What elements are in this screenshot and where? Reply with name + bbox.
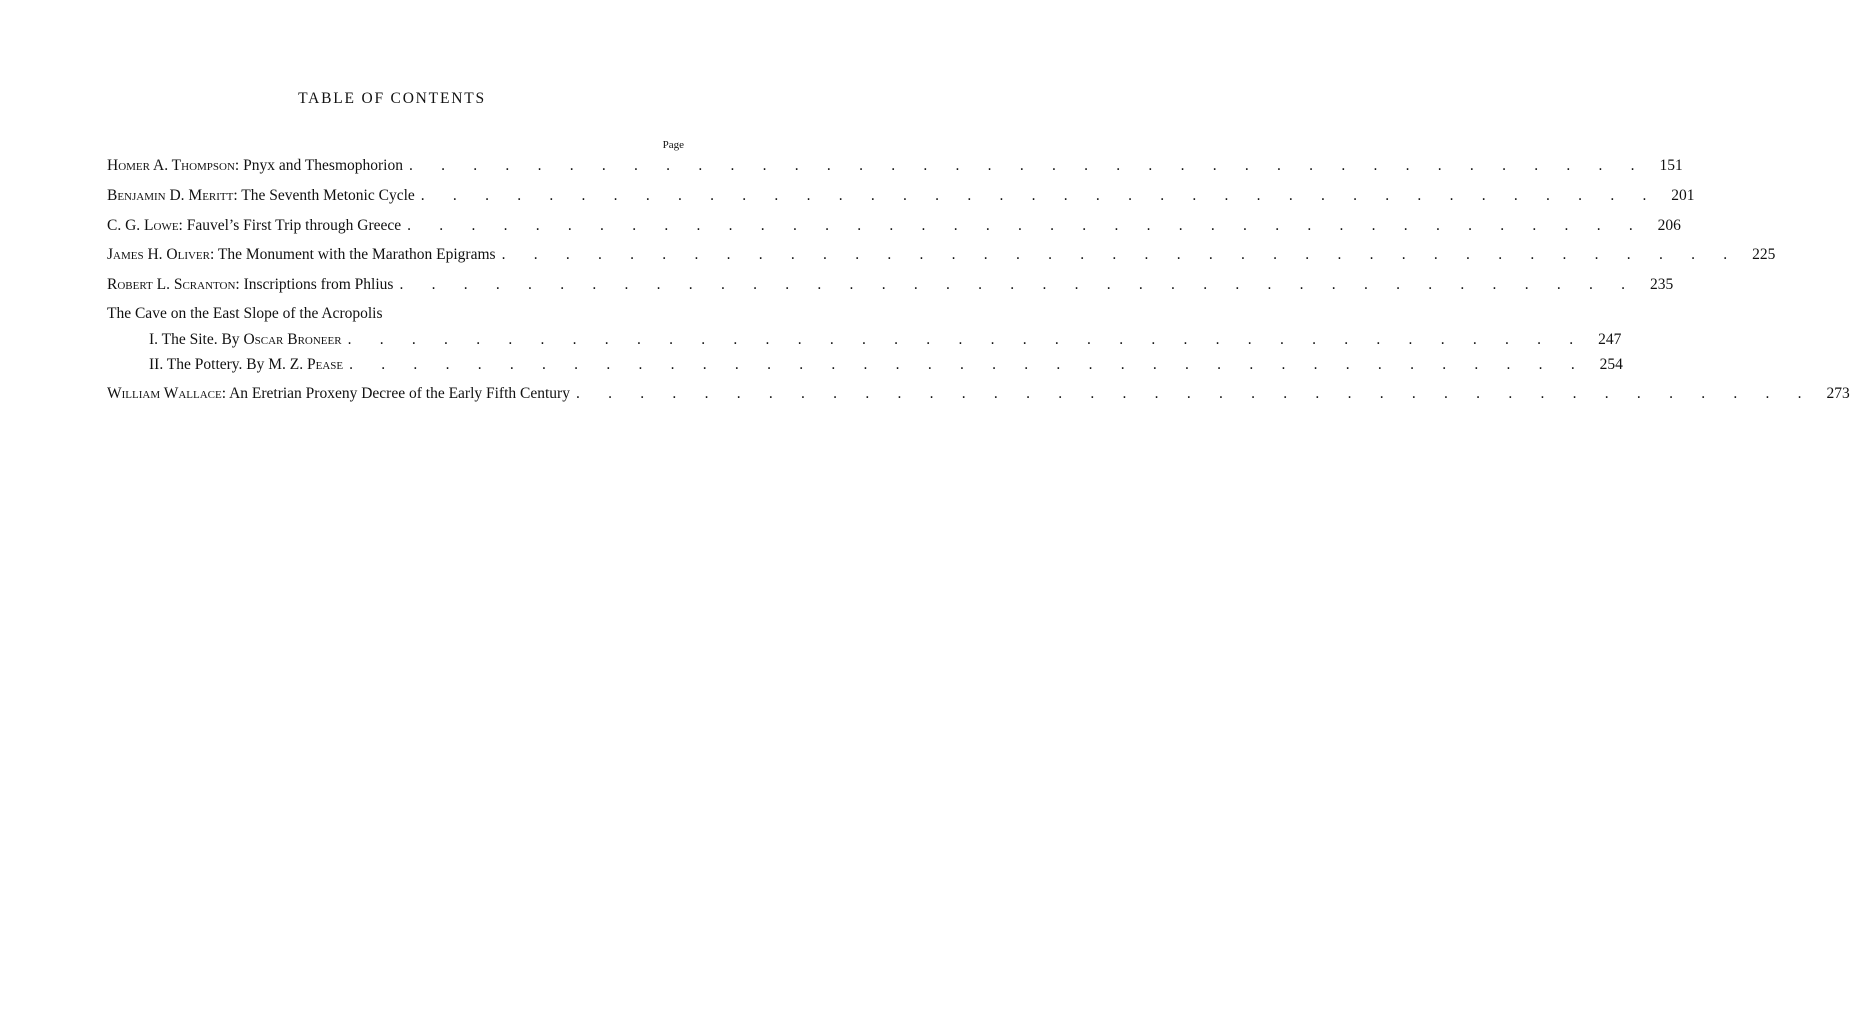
entry-title: The Cave on the East Slope of the Acropolis [107,305,383,322]
entry-author: William Wallace: [107,385,227,402]
entry-author: C. G. Lowe: [107,217,183,234]
toc-entry [107,246,1776,268]
entry-author: Oscar Broneer [243,331,342,348]
dot-leader: . . . . . . . . . . . . . . . . . . . . . . . . . . . . . . . . . . . . . . . [399,276,1638,293]
entry-author: Homer A. Thompson: [107,157,240,174]
entry-page: 235 [1649,276,1674,293]
entry-page: 254 [1599,356,1623,373]
entry-title: Fauvel’s First Trip through Greece [186,217,402,234]
dot-leader: . . . . . . . . . . . . . . . . . . . . . . . . . . . . . . . . . . . . . . . [349,356,1587,373]
entry-author: James H. Oliver: [107,246,215,263]
entry-page: 273 [1826,385,1850,402]
entry-page: 247 [1598,331,1622,348]
page-title: TABLE OF CONTENTS [298,90,486,107]
entry-title: The Seventh Metonic Cycle [241,187,415,204]
dot-leader: . . . . . . . . . . . . . . . . . . . . . . . . . . . . . . . . . . . . . . . [408,157,1647,174]
entry-page: 201 [1671,187,1695,204]
entry-title: The Monument with the Marathon Epigrams [217,246,496,263]
entry-prefix: I. The Site. By [149,331,240,348]
dot-leader: . . . . . . . . . . . . . . . . . . . . . . . . . . . . . . . . . . . . . . . [501,246,1740,263]
entry-title: An Eretrian Proxeny Decree of the Early Fifth Century [229,385,570,402]
entry-page: 151 [1659,157,1683,174]
toc-section-heading [107,305,685,327]
entry-author: M. Z. Pease [268,356,344,373]
toc-entry [107,157,1683,179]
dot-leader: . . . . . . . . . . . . . . . . . . . . . . . . . . . . . . . . . . . . . . . [420,187,1659,204]
toc-entry [107,217,1681,239]
entry-page: 225 [1752,246,1776,263]
dot-leader: . . . . . . . . . . . . . . . . . . . . . . . . . . . . . . . . . . . . . . . [407,217,1645,234]
dot-leader: . . . . . . . . . . . . . . . . . . . . . . . . . . . . . . . . . . . . . . . [347,331,1586,348]
toc-entry [107,331,1622,353]
entry-author: Robert L. Scranton: [107,276,240,293]
dot-leader: . . . . . . . . . . . . . . . . . . . . . . . . . . . . . . . . . . . . . . . [575,385,1814,402]
toc-entry [107,385,1850,407]
entry-title: Inscriptions from Phlius [243,276,394,293]
toc-entry [107,356,1623,378]
entry-prefix: II. The Pottery. By [149,356,265,373]
toc-entry [107,187,1695,209]
toc-entry [107,276,1674,298]
entry-author: Benjamin D. Meritt: [107,187,238,204]
entry-page: 206 [1657,217,1681,234]
entry-title: Pnyx and Thesmophorion [243,157,403,174]
page-column-label: Page [662,139,684,151]
